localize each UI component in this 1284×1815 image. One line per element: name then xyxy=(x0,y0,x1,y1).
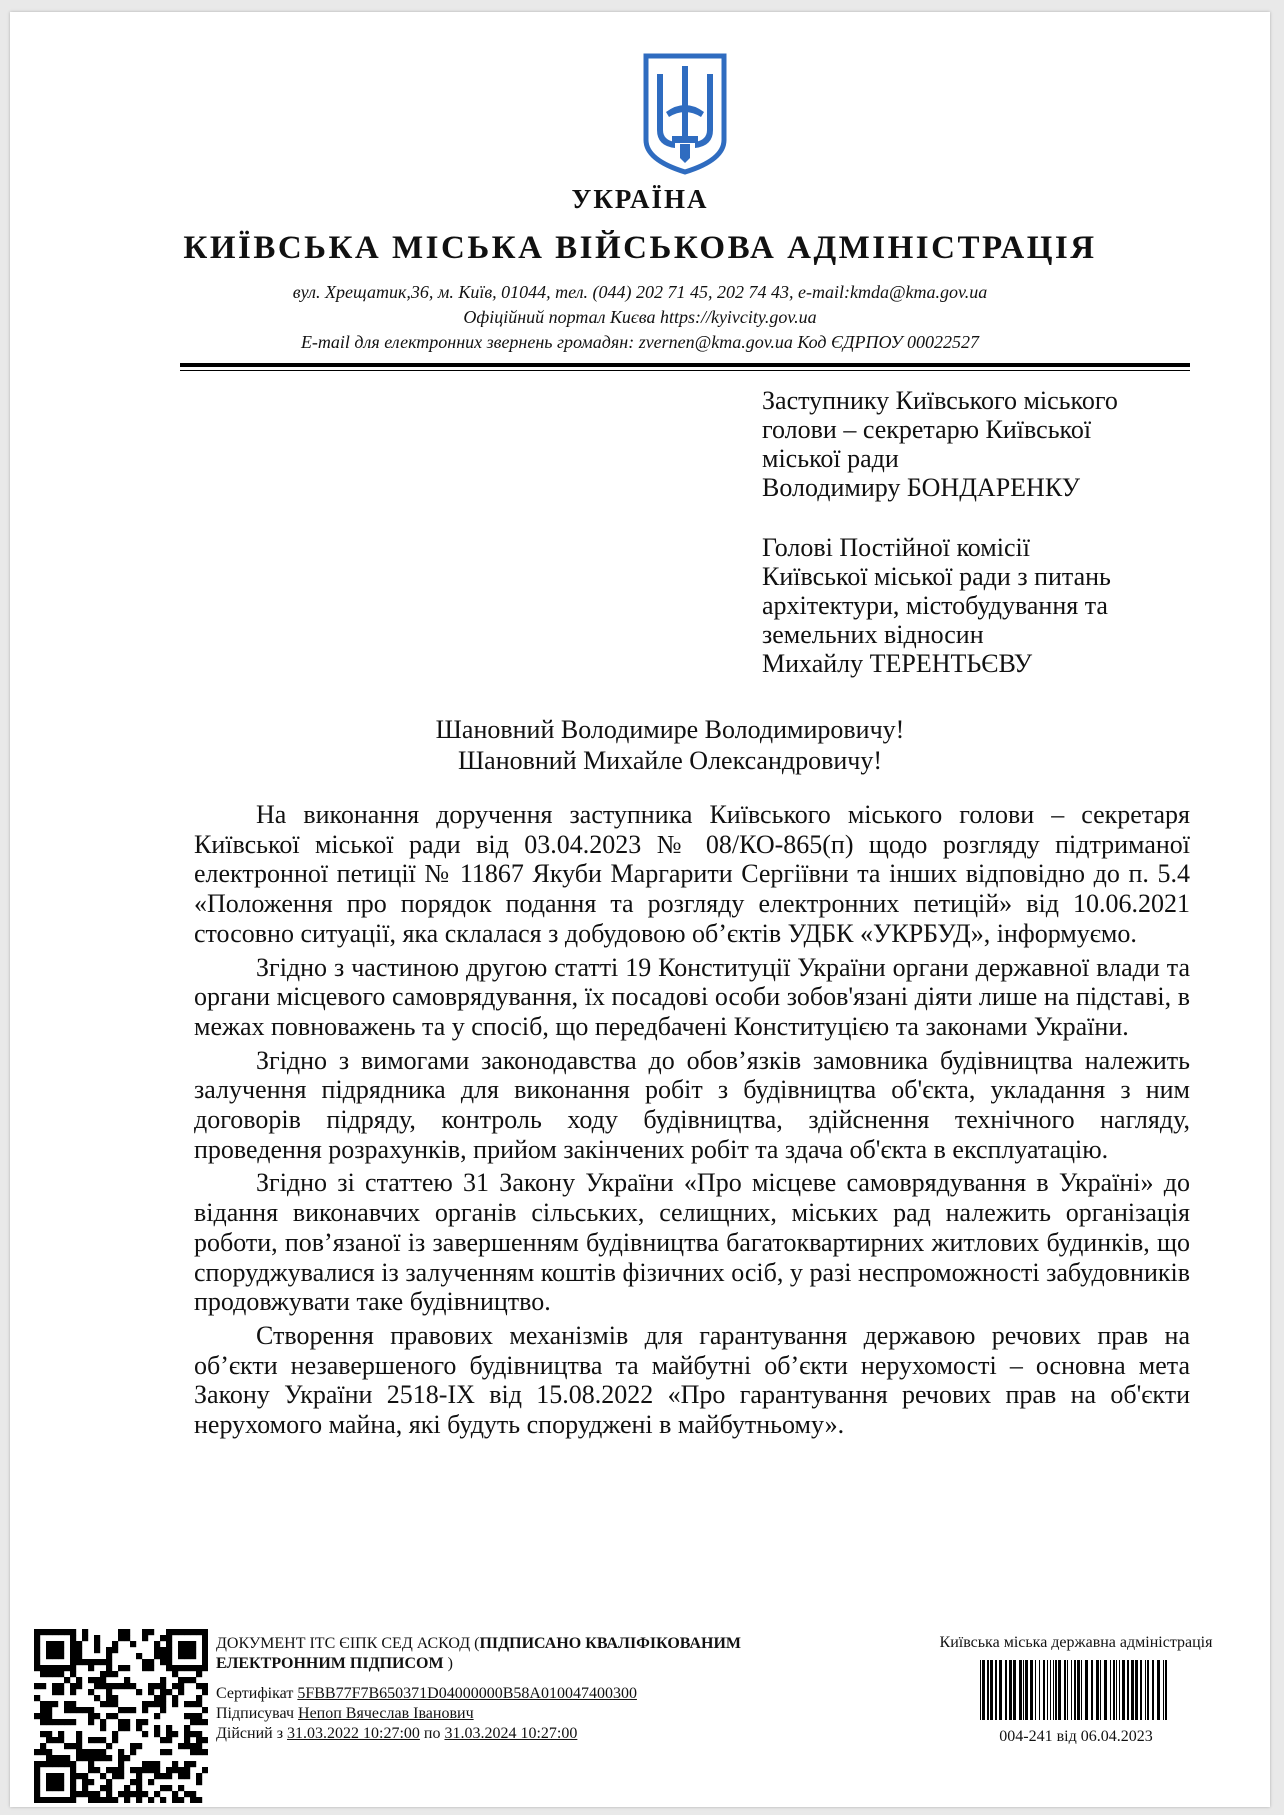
signature-status-line xyxy=(216,1634,896,1654)
contact-line: E-mail для електронних звернень громадян: zvernen@kma.gov.ua Код ЄДРПОУ 00022527 xyxy=(300,332,980,352)
registration-number: 004-241 від 06.04.2023 xyxy=(999,1728,1153,1745)
validity-label: Дійсний з xyxy=(216,1725,288,1742)
addressee-line: земельних відносин xyxy=(762,620,984,649)
signed-status-suffix: ) xyxy=(443,1655,453,1672)
letter-body xyxy=(194,800,1190,1444)
addressee-line: архітектури, містобудування та xyxy=(762,591,1108,620)
signer-value: Непоп Вячеслав Іванович xyxy=(298,1705,474,1722)
contact-block xyxy=(10,280,1270,355)
addressee xyxy=(762,386,1202,502)
registration-organization: Київська міська державна адміністрація xyxy=(939,1634,1213,1651)
certificate-value: 5FBB77F7B650371D04000000B58A010047400300 xyxy=(297,1685,637,1702)
contact-line: вул. Хрещатик,36, м. Київ, 01044, тел. (044) 202 71 45, 202 74 43, e-mail:kmda@kma.gov.ua xyxy=(292,282,988,302)
addressee-line: Київської міської ради з питань xyxy=(762,562,1111,591)
addressee xyxy=(762,533,1202,678)
validity-to: 31.03.2024 10:27:00 xyxy=(444,1725,578,1742)
country-title: УКРАЇНА xyxy=(571,184,709,214)
coat-of-arms-trident-icon xyxy=(642,52,728,176)
document-system-label: ДОКУМЕНТ ІТС ЄІПК СЕД АСКОД ( xyxy=(216,1635,480,1652)
addressee-line: голови – секретарю Київської xyxy=(762,415,1092,444)
signed-status-text: ПІДПИСАНО КВАЛІФІКОВАНИМ xyxy=(479,1635,742,1652)
signature-status-line xyxy=(216,1654,896,1674)
addressee-line: Голові Постійної комісії xyxy=(762,533,1030,562)
qr-code-icon xyxy=(34,1629,208,1803)
body-paragraph: Створення правових механізмів для гарантування державою речових прав на об’єкти незавершеного будівництва та майбутні об’єкти нерухомості – основна мета Закону України 2518-IX від 15.08.2022 «Про гарантування речових прав на об'єкти нерухомого майна, які будуть споруджені в майбутньому». xyxy=(194,1320,1190,1440)
signer-label: Підписувач xyxy=(216,1705,299,1722)
signer-line xyxy=(216,1704,896,1724)
addressee-line: Михайлу ТЕРЕНТЬЄВУ xyxy=(762,649,1033,678)
greeting-block xyxy=(10,714,1270,776)
header-divider-thick xyxy=(180,363,1190,367)
header-divider-thin xyxy=(180,370,1190,371)
certificate-label: Сертифікат xyxy=(216,1685,298,1702)
body-paragraph: Згідно з вимогами законодавства до обов’язків замовника будівництва належить залучення підрядника для виконання робіт з будівництва об'єкта, укладання з ним договорів підряду, контроль ходу будівництва, здійснення технічного нагляду, проведення розрахунків, прийом закінчених робіт та здача об'єкта в експлуатацію. xyxy=(194,1045,1190,1164)
greeting-line: Шановний Володимире Володимировичу! xyxy=(435,715,905,744)
contact-line: Офіційний портал Києва https://kyivcity.gov.ua xyxy=(463,307,817,327)
body-paragraph: Згідно з частиною другою статті 19 Конституції України органи державної влади та органи місцевого самоврядування, їх посадові особи зобов'язані діяти лише на підставі, в межах повноважень та у спосіб, що передбачені Конституцією та законами України. xyxy=(194,952,1190,1041)
barcode-icon xyxy=(980,1660,1170,1720)
document-page xyxy=(10,12,1270,1807)
signed-status-text: ЕЛЕКТРОННИМ ПІДПИСОМ xyxy=(216,1655,444,1672)
body-paragraph: Згідно зі статтею 31 Закону України «Про місцеве самоврядування в Україні» до відання виконавчих органів сільських, селищних, міських рад належить організація роботи, пов’язаної із завершенням будівництва багатоквартирних житлових будинків, що споруджувалися із залученням коштів фізичних осіб, у разі неспроможності забудовників продовжувати таке будівництво. xyxy=(194,1168,1190,1317)
addressee-line: Володимиру БОНДАРЕНКУ xyxy=(762,473,1081,502)
body-paragraph: На виконання доручення заступника Київського міського голови – секретаря Київської міської ради від 03.04.2023 № 08/КО-865(п) щодо розгляду підтриманої електронної петиції № 11867 Якуби Маргарити Сергіївни та інших відповідно до п. 5.4 «Положення про порядок подання та розгляду електронних петицій» від 10.06.2021 стосовно ситуації, яка склалася з добудовою об’єктів УДБК «УКРБУД», інформуємо. xyxy=(194,800,1190,948)
validity-separator: по xyxy=(419,1725,445,1742)
addressee-block xyxy=(762,386,1202,709)
addressee-line: міської ради xyxy=(762,444,899,473)
greeting-line: Шановний Михайле Олександровичу! xyxy=(457,746,883,775)
addressee-line: Заступнику Київського міського xyxy=(762,386,1118,415)
organization-title: КИЇВСЬКА МІСЬКА ВІЙСЬКОВА АДМІНІСТРАЦІЯ xyxy=(183,230,1097,266)
certificate-line xyxy=(216,1684,896,1704)
validity-line xyxy=(216,1724,896,1744)
electronic-signature-block xyxy=(216,1634,896,1744)
validity-from: 31.03.2022 10:27:00 xyxy=(287,1725,420,1742)
